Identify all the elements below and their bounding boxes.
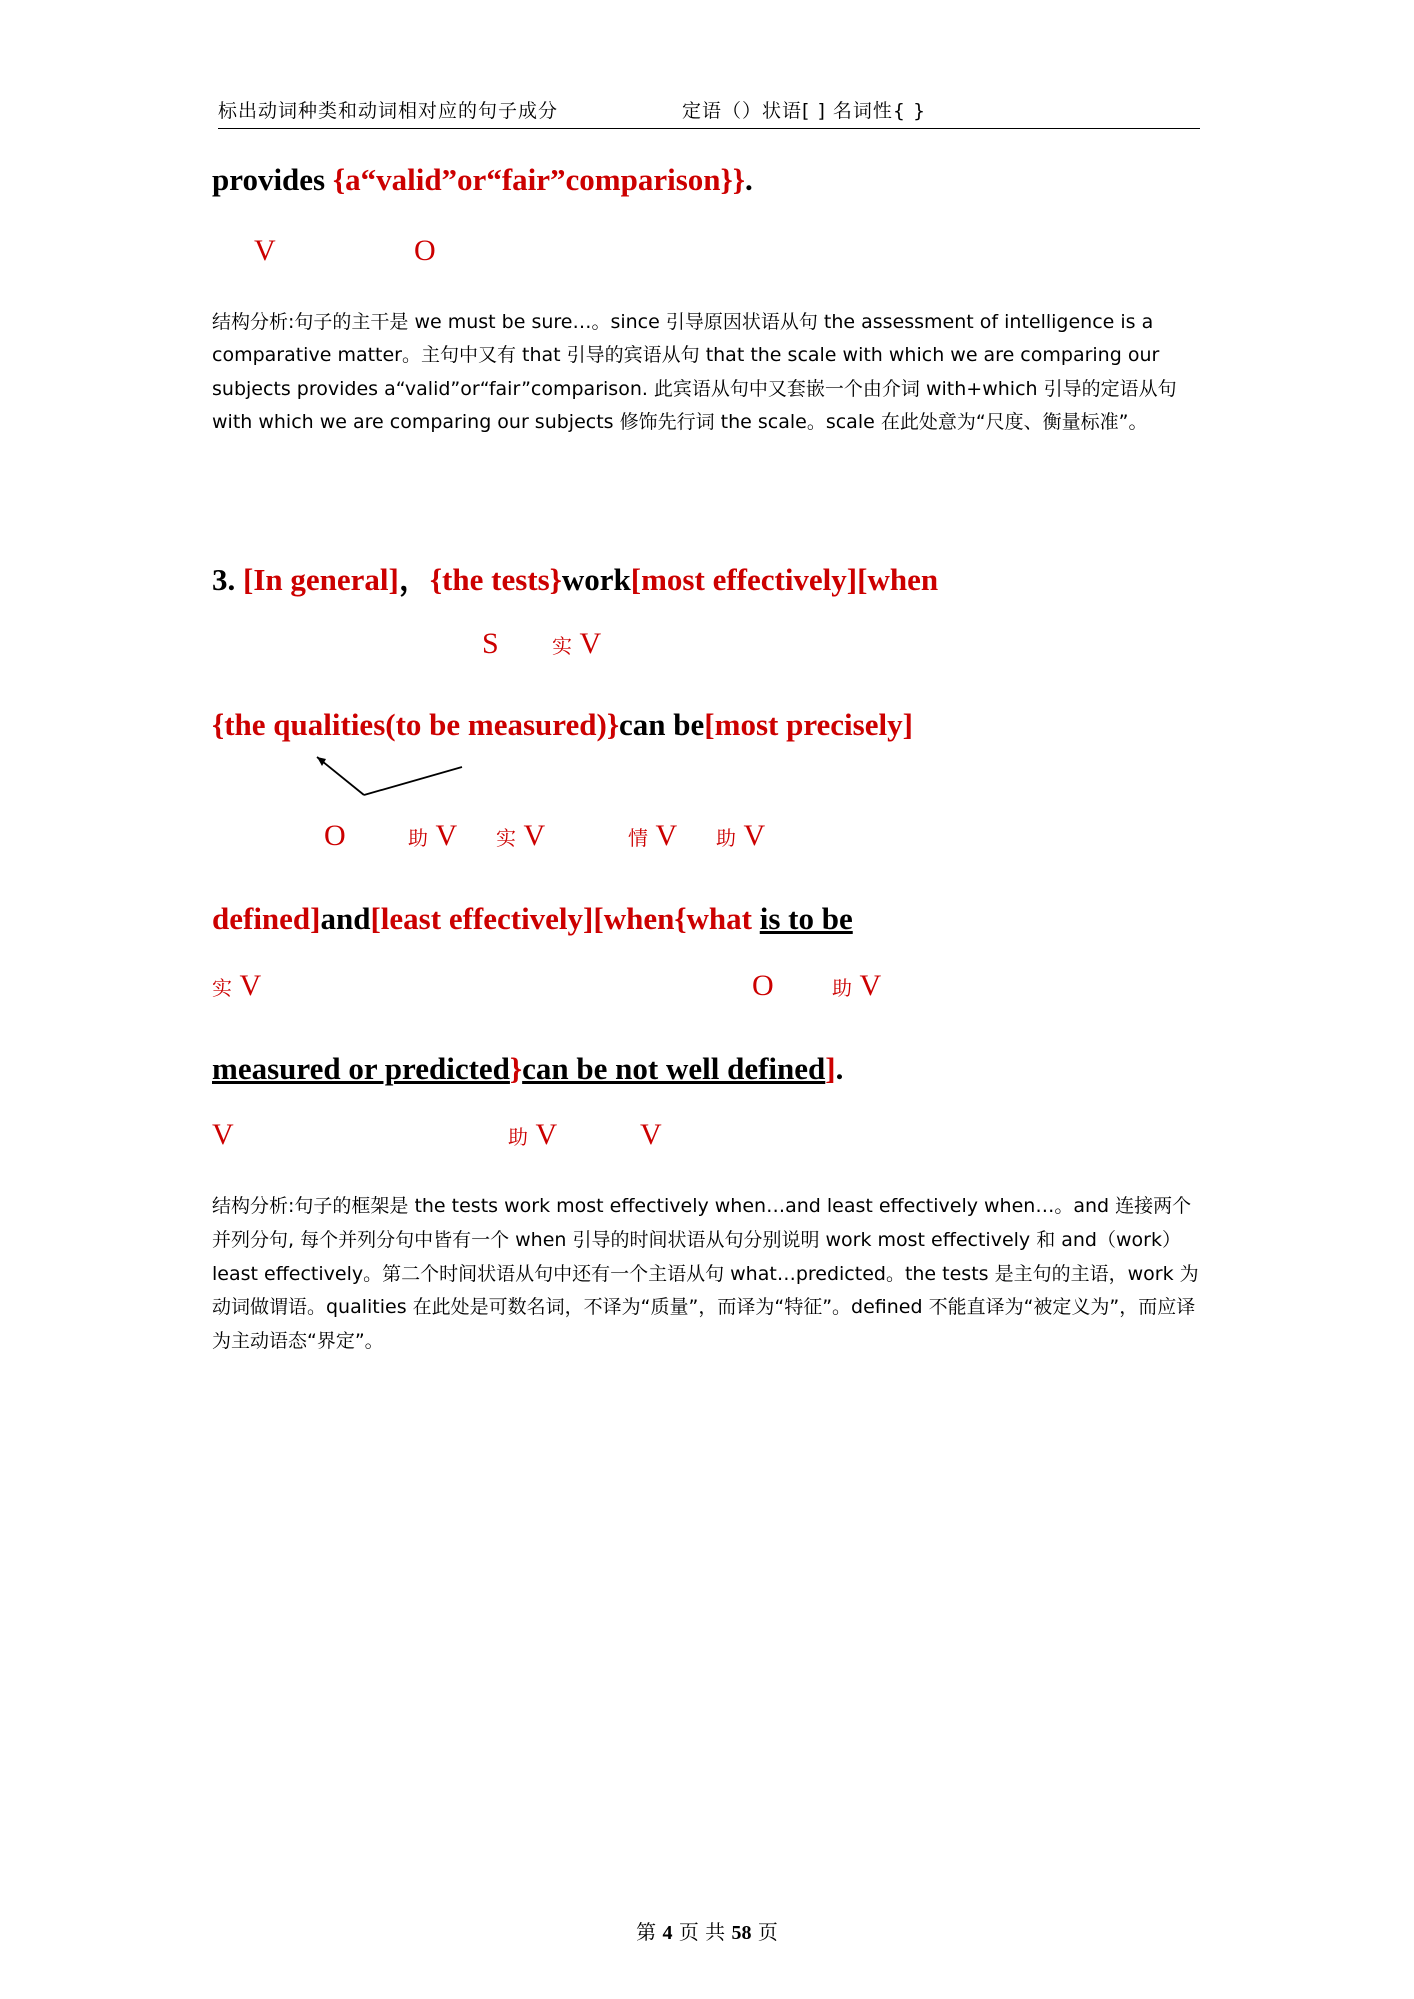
annotation-mark-prefix: 助 V: [508, 1118, 558, 1152]
annotation-mark: V: [212, 1118, 234, 1152]
item3-l1-seg5: [most effectively]: [630, 561, 858, 597]
annotation-mark-prefix: 实 V: [212, 968, 262, 1002]
item3-l4-seg5: .: [835, 1050, 844, 1086]
annotation-mark-prefix: 助 V: [408, 819, 458, 853]
item3-l4-seg4: ]: [825, 1050, 836, 1086]
item-number: 3.: [212, 561, 243, 597]
item3-l3-seg5: {what: [674, 901, 760, 937]
item3-l4-seg3: can be not well defined: [522, 1050, 826, 1086]
item3-l2-seg4: can be: [619, 707, 705, 743]
footer-middle: 页 共: [678, 1920, 726, 1944]
annotation-row-3: [212, 819, 1202, 865]
structure-analysis-2: 结构分析:句子的框架是 the tests work most effectively when…and least effectively when…。and 连接两个并列分句, 每个并列分句中皆有一个 when 引导的时间状语从句分别说明 work most effectively 和 and（work）least effectively。第二个时间状语从句中还有一个主语从句 what…predicted。the tests 是主句的主语，work 为动词做谓语。qualities 在此处是可数名词，不译为“质量”，而译为“特征”。defined 不能直译为“被定义为”，而应译为主动语态“界定”。: [212, 1195, 1199, 1352]
annotation-mark: O: [752, 968, 774, 1002]
footer-total-pages: 58: [731, 1922, 752, 1944]
item3-l2-seg1: {the qualities: [212, 707, 386, 743]
item3-line1: [212, 560, 1202, 600]
item3-l1-seg1: [In general]: [243, 561, 399, 597]
footer-page-number: 4: [662, 1922, 673, 1944]
item3-l3-seg1: defined]: [212, 901, 321, 937]
item3-l3-seg3: [least effectively]: [370, 901, 594, 937]
item3-l2-seg3: }: [606, 707, 620, 743]
annotation-row-1: [212, 234, 1202, 280]
sentence-red-part: {a“valid”or“fair”comparison}}: [332, 162, 745, 197]
annotation-mark-prefix: 实 V: [496, 819, 546, 853]
annotation-mark-prefix: 情 V: [628, 819, 678, 853]
annotation-row-5: [212, 1118, 1202, 1164]
item3-line2: [212, 705, 1202, 745]
sentence-plain-prefix: provides: [212, 162, 333, 197]
item3-l3-seg2: and: [320, 901, 371, 937]
footer-prefix: 第: [636, 1920, 657, 1944]
item3-l4-seg2: }: [509, 1050, 523, 1086]
item3-l2-seg5: [most precisely]: [704, 707, 913, 743]
annotation-mark: V: [254, 233, 276, 267]
header-divider: [218, 128, 1200, 129]
document-body: [212, 160, 1202, 1358]
annotation-row-4: [212, 969, 1202, 1015]
item3-l4-seg1: measured or predicted: [212, 1050, 510, 1086]
page-footer: [0, 1916, 1414, 1945]
annotation-mark: O: [414, 233, 436, 267]
item3-l1-seg4: work: [561, 561, 631, 597]
annotation-mark: S: [482, 627, 499, 661]
header-right-legend: 定语（）状语[ ] 名词性{ }: [682, 100, 927, 122]
sentence-continuation: [212, 160, 1202, 200]
item3-l2-seg2: (to be measured): [385, 707, 607, 743]
item3-l1-seg3: {the tests}: [429, 561, 562, 597]
item3-l1-seg6: [when: [857, 561, 939, 597]
header-left-text: 标出动词种类和动词相对应的句子成分: [218, 100, 559, 122]
item3-l1-seg2: ，: [398, 561, 430, 597]
annotation-row-2: [212, 627, 1202, 673]
item3-line4: [212, 1049, 1202, 1089]
item3-line3: [212, 899, 1202, 939]
annotation-mark-prefix: 助 V: [716, 819, 766, 853]
item3-l3-seg6: is to be: [759, 901, 853, 937]
annotation-mark-prefix: 助 V: [832, 968, 882, 1002]
sentence-period: .: [744, 162, 753, 197]
footer-suffix: 页: [757, 1920, 778, 1944]
annotation-mark: V: [640, 1118, 662, 1152]
item3-l3-seg4: [when: [593, 901, 675, 937]
annotation-mark-prefix: 实 V: [552, 627, 602, 661]
structure-analysis-1: 结构分析:句子的主干是 we must be sure…。since 引导原因状语从句 the assessment of intelligence is a comparative matter。主句中又有 that 引导的宾语从句 that the scale with which we are comparing our subjects provides a“valid”or“fair”comparison. 此宾语从句中又套嵌一个由介词 with+which 引导的定语从句 with which we are comparing our subjects 修饰先行词 the scale。scale 在此处意为“尺度、衡量标准”。: [212, 310, 1177, 434]
annotation-mark: O: [324, 819, 346, 853]
page-header: [218, 96, 1198, 123]
